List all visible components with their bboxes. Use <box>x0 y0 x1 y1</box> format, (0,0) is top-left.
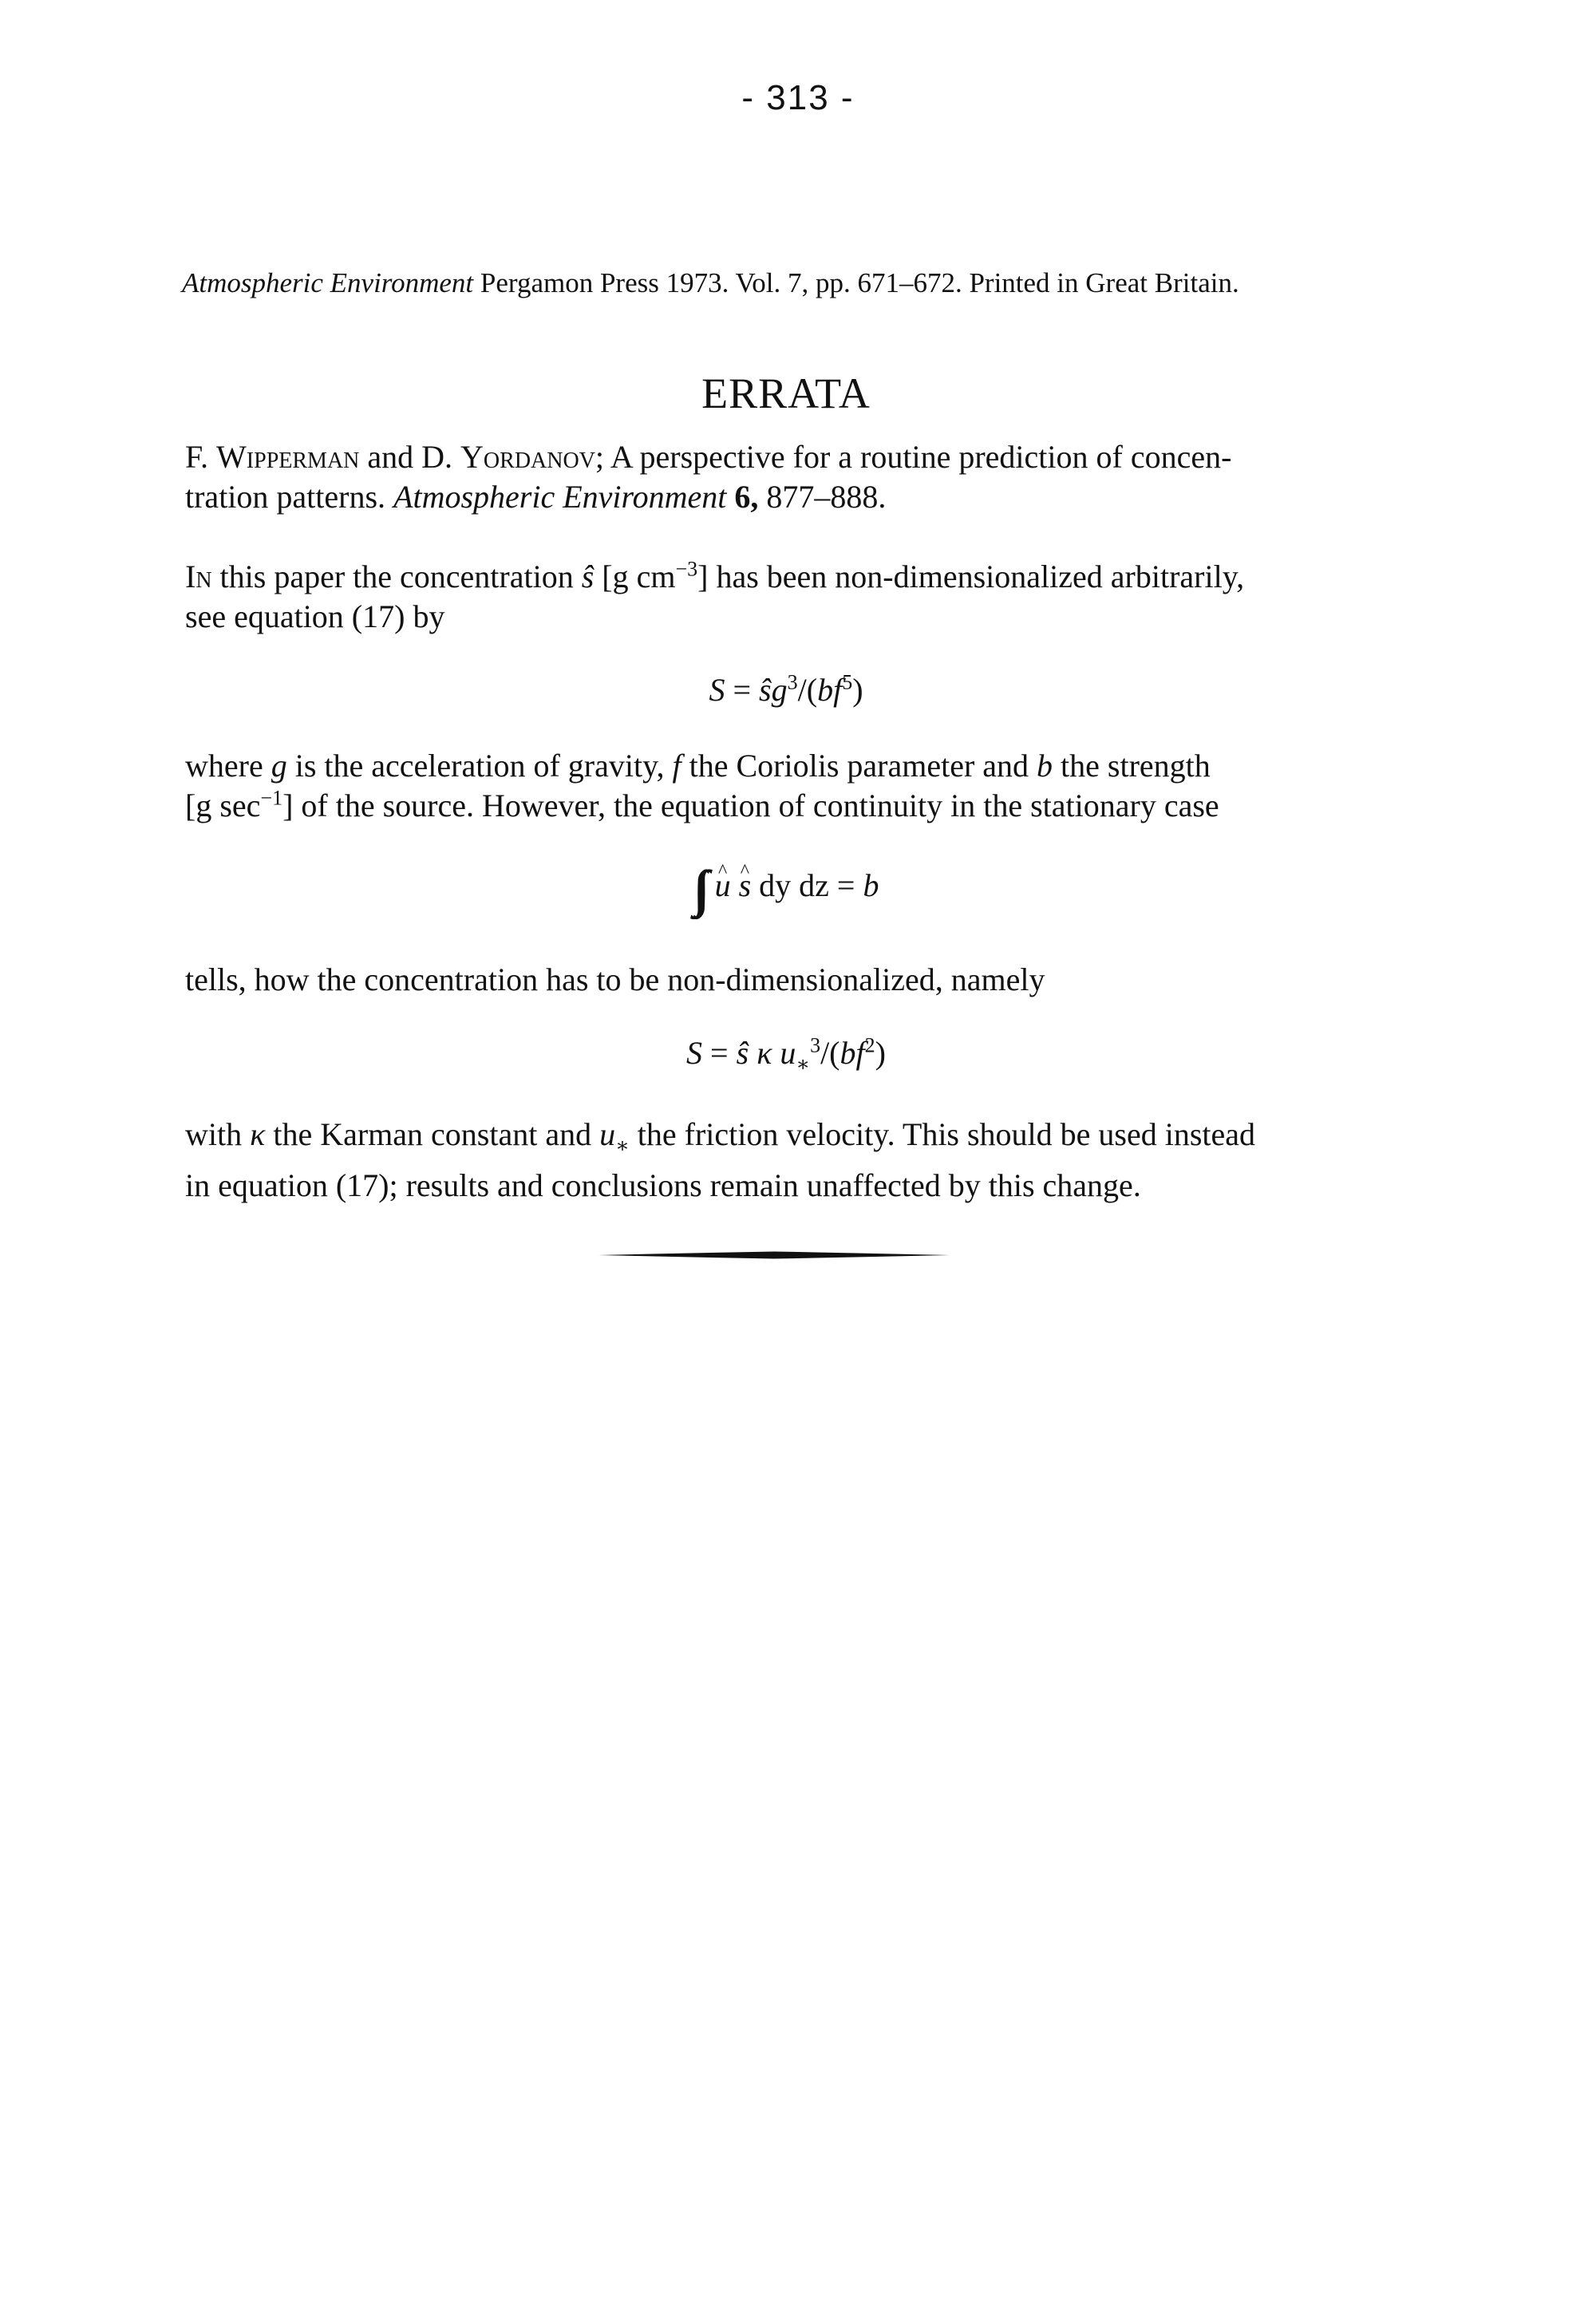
equation-3 <box>0 1033 1572 1076</box>
eq1-g: g <box>771 672 788 708</box>
end-rule-divider <box>598 1251 950 1259</box>
paragraph-text: where <box>185 748 263 784</box>
eq3-bf: bf <box>839 1035 865 1071</box>
reference-title-line2: tration patterns. <box>185 479 386 515</box>
errata-reference <box>185 437 1366 517</box>
author-connector: and D. <box>367 439 453 475</box>
equation-2 <box>0 860 1572 917</box>
symbol-u: u <box>599 1116 616 1152</box>
eq3-star: ∗ <box>796 1052 811 1076</box>
paragraph-text: the Coriolis parameter and <box>689 748 1029 784</box>
unit-exponent: −1 <box>260 786 283 810</box>
reference-journal: Atmospheric Environment <box>393 479 727 515</box>
reference-pages: 877–888. <box>766 479 887 515</box>
eq3-s: ŝ <box>736 1035 749 1071</box>
eq2-s-hat: s ^ <box>739 866 752 906</box>
eq3-close: ) <box>875 1035 886 1071</box>
reference-title-line1: ; A perspective for a routine prediction of concen- <box>595 439 1232 475</box>
paragraph-text: in equation (17); results and conclusions remain unaffected by this change. <box>185 1167 1141 1203</box>
lead-in-word: In <box>185 559 212 594</box>
paragraph-definitions <box>185 746 1366 826</box>
paragraph-text: the Karman constant and <box>273 1116 592 1152</box>
eq1-exp3: 3 <box>787 670 798 694</box>
paragraph-text: see equation (17) by <box>185 598 445 634</box>
author2-name: Yordanov <box>460 439 595 475</box>
eq3-equals: = <box>710 1035 729 1071</box>
paragraph-conclusion <box>185 1115 1366 1206</box>
eq1-exp5: 5 <box>842 670 853 694</box>
paragraph-text: with <box>185 1116 243 1152</box>
eq3-u: u <box>780 1035 796 1071</box>
paragraph-text: the strength <box>1061 748 1211 784</box>
unit-text: [g cm <box>602 559 676 594</box>
eq3-exp2: 2 <box>864 1033 875 1057</box>
eq2-equals: = <box>836 867 855 903</box>
eq1-s: ŝ <box>759 672 772 708</box>
eq1-bf: bf <box>817 672 843 708</box>
symbol-star: ∗ <box>615 1134 630 1157</box>
eq1-close: ) <box>852 672 863 708</box>
reference-volume: 6, <box>734 479 759 515</box>
equation-1 <box>0 670 1572 710</box>
eq2-u-hat: u ^ <box>715 866 731 906</box>
paragraph-text: is the acceleration of gravity, <box>294 748 665 784</box>
symbol-g: g <box>271 748 287 784</box>
concentration-symbol: ŝ <box>581 559 595 594</box>
journal-citation-line <box>182 267 1239 299</box>
eq3-kappa: κ <box>757 1035 772 1071</box>
eq3-lhs: S <box>686 1035 703 1071</box>
paragraph-intro <box>185 557 1366 637</box>
page-number: - 313 - <box>741 78 855 117</box>
eq3-div: /( <box>820 1035 840 1071</box>
eq1-equals: = <box>733 672 752 708</box>
paragraph-text: the friction velocity. This should be used instead <box>637 1116 1256 1152</box>
journal-details: Pergamon Press 1973. Vol. 7, pp. 671–672. Printed in Great Britain. <box>480 267 1239 298</box>
symbol-f: f <box>672 748 681 784</box>
symbol-b: b <box>1037 748 1053 784</box>
paragraph-text: ] has been non-dimensionalized arbitrarily, <box>697 559 1245 594</box>
page-title: ERRATA <box>701 369 871 417</box>
eq1-div: /( <box>797 672 818 708</box>
eq1-lhs: S <box>709 672 725 708</box>
eq2-b: b <box>863 867 879 903</box>
double-integral-symbol: ∫∫ <box>693 860 699 917</box>
symbol-kappa: κ <box>250 1116 266 1152</box>
journal-name: Atmospheric Environment <box>182 267 474 298</box>
author1-name: Wipperman <box>216 439 360 475</box>
eq2-dz: dz <box>799 867 829 903</box>
paragraph-text: ] of the source. However, the equation of continuity in the stationary case <box>282 788 1219 823</box>
paragraph-transition: tells, how the concentration has to be non-dimensionalized, namely <box>185 961 1045 997</box>
paragraph-text: this paper the concentration <box>219 559 574 594</box>
author1-initial: F. <box>185 439 209 475</box>
unit-exponent: −3 <box>675 557 698 581</box>
eq2-dy: dy <box>759 867 792 903</box>
unit-text: [g sec <box>185 788 261 823</box>
eq3-exp3: 3 <box>810 1033 821 1057</box>
